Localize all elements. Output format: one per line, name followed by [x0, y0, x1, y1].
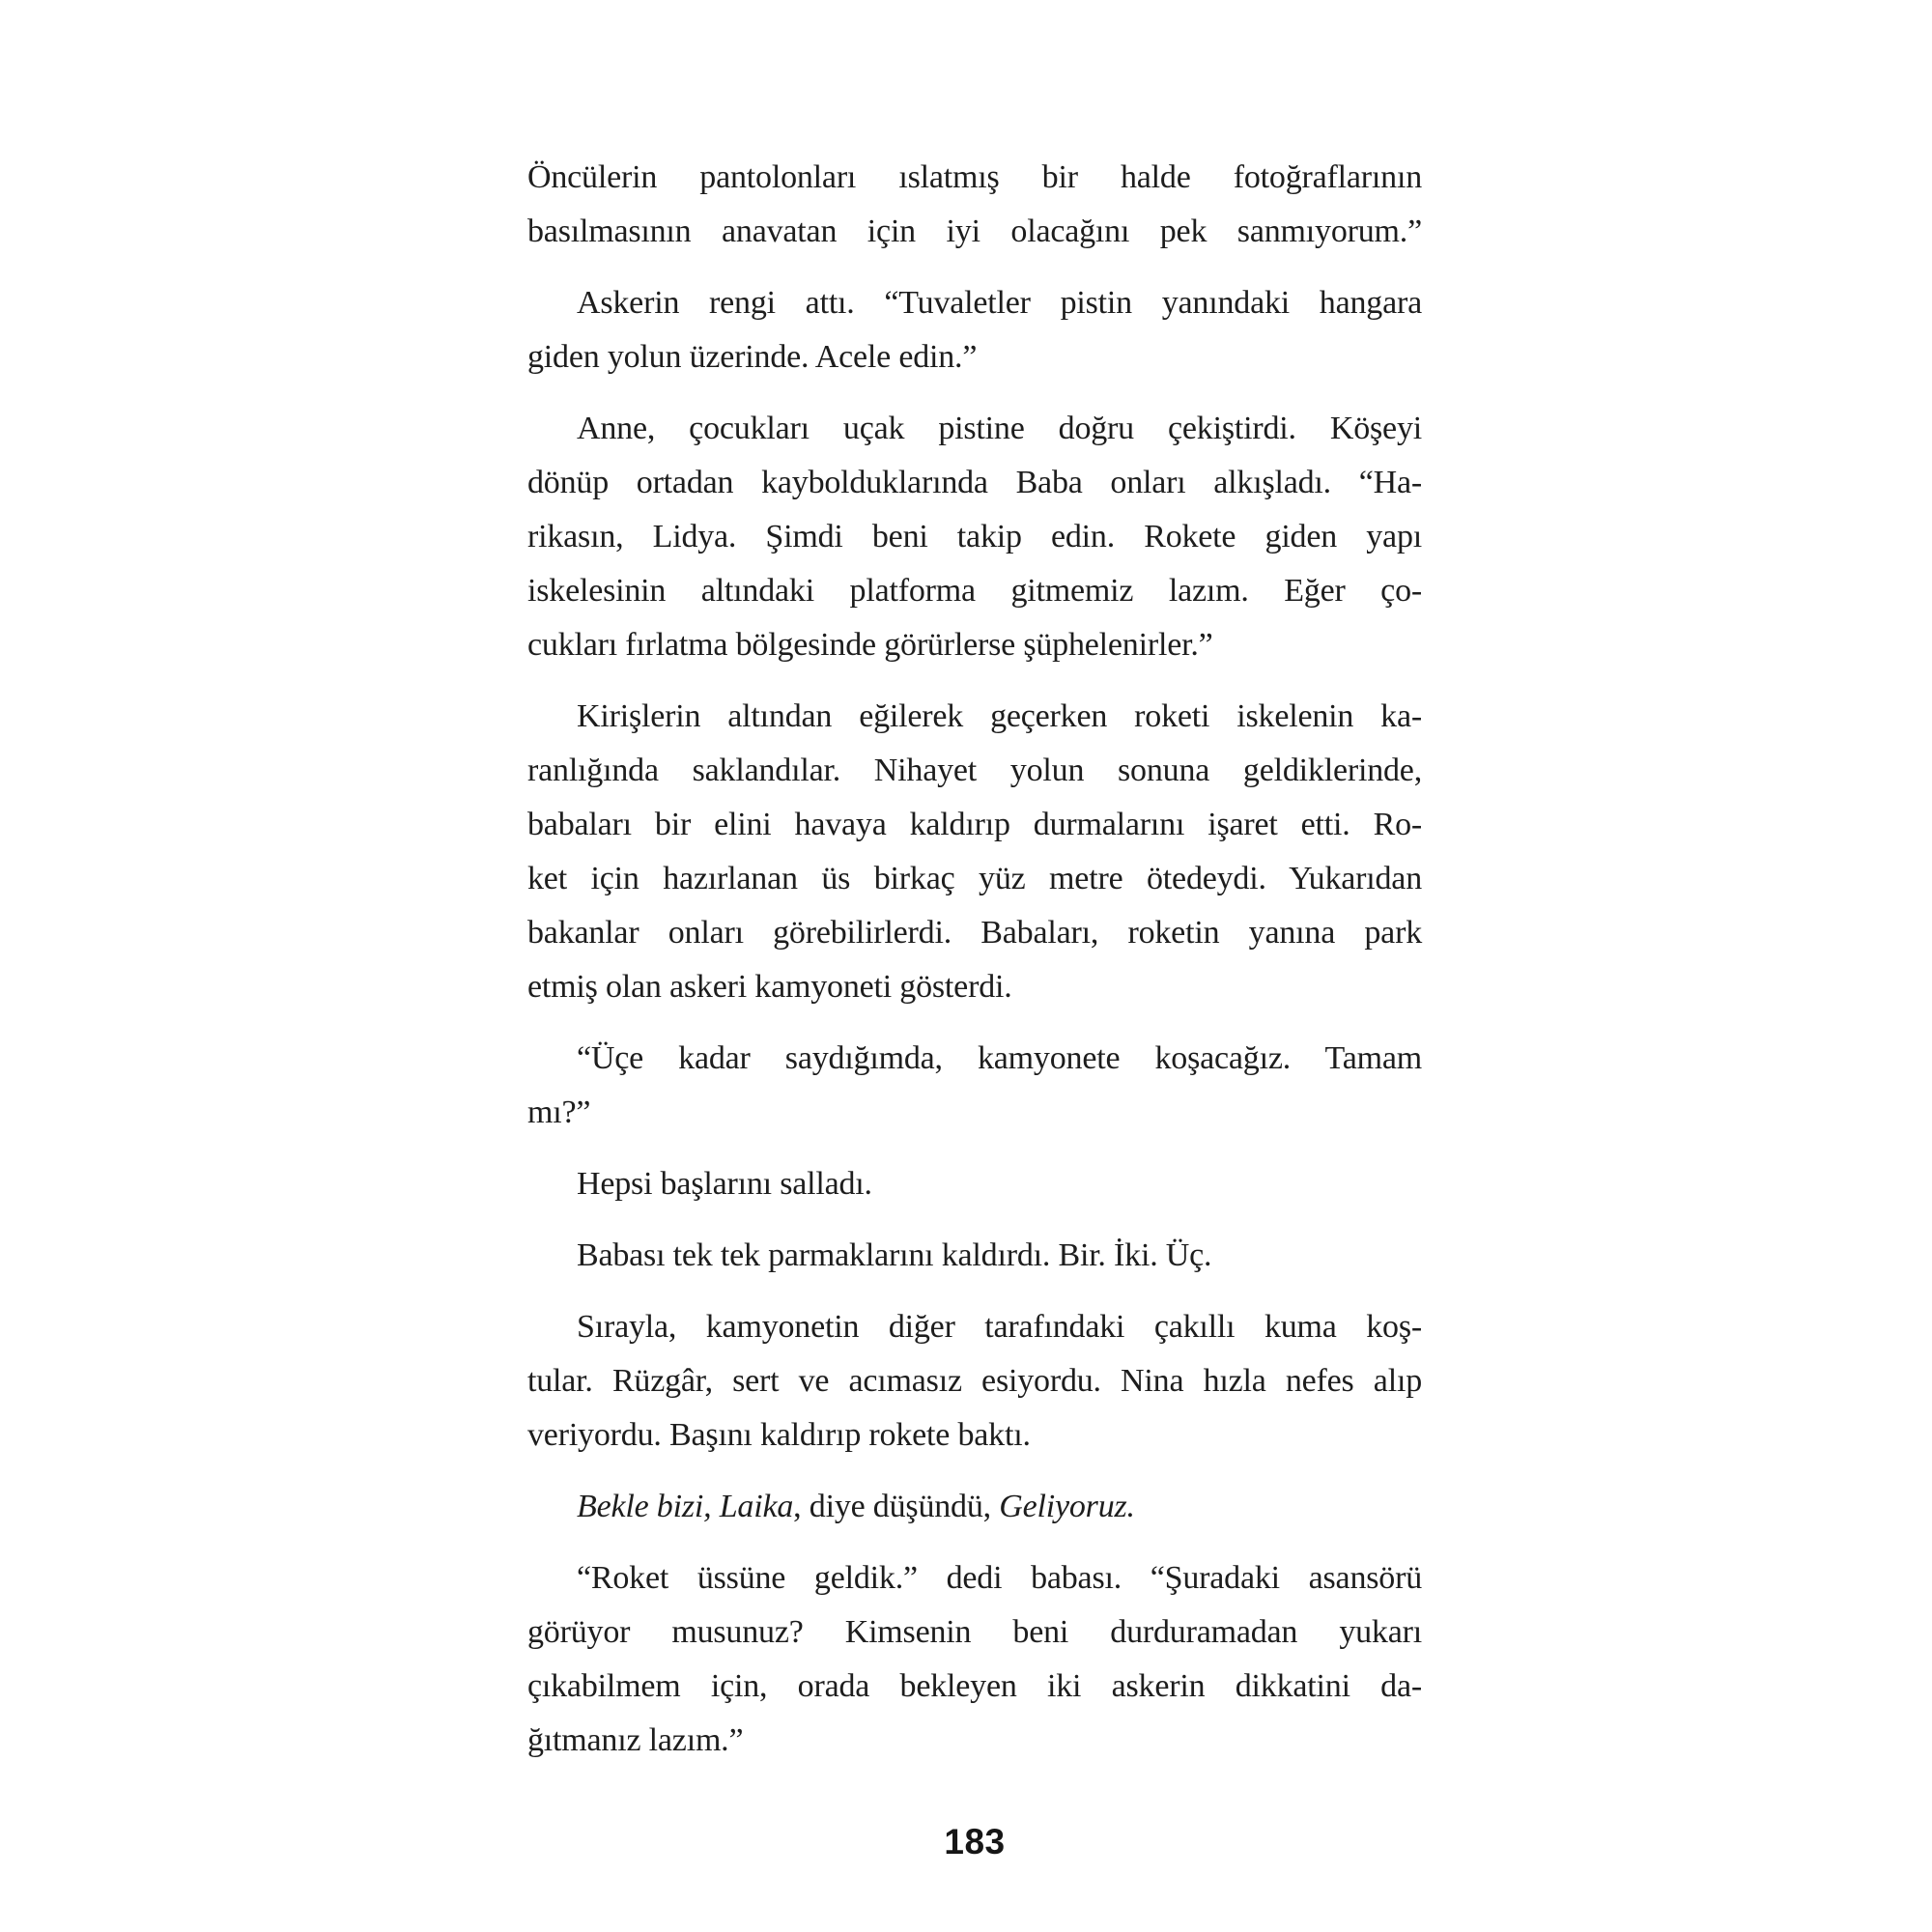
text-run: Askerin rengi attı. “Tuvaletler pistin yanındaki hangara — [577, 285, 1422, 321]
text-run: etmiş olan askeri kamyoneti gösterdi. — [527, 969, 1012, 1005]
text-run: Anne, çocukları uçak pistine doğru çekiştirdi. Köşeyi — [577, 411, 1422, 446]
text-line — [527, 1229, 1422, 1283]
text-line — [527, 744, 1422, 798]
text-line — [527, 1354, 1422, 1408]
text-line — [527, 151, 1422, 205]
paragraph — [527, 276, 1422, 384]
text-line — [527, 1605, 1422, 1660]
italic-text-run: Geliyoruz. — [999, 1489, 1135, 1524]
text-run: Öncülerin pantolonları ıslatmış bir halde fotoğraflarının — [527, 159, 1422, 195]
text-run: ranlığında saklandılar. Nihayet yolun sonuna geldiklerinde, — [527, 753, 1422, 788]
text-run: rikasın, Lidya. Şimdi beni takip edin. Rokete giden yapı — [527, 519, 1422, 554]
paragraph — [527, 1300, 1422, 1463]
text-line — [527, 690, 1422, 744]
text-run: “Üçe kadar saydığımda, kamyonete koşacağız. Tamam — [577, 1040, 1422, 1076]
text-run: , diye düşündü, — [793, 1489, 1000, 1524]
paragraph — [527, 1229, 1422, 1283]
text-line — [527, 1032, 1422, 1086]
page-number: 183 — [944, 1822, 1006, 1861]
text-run: tular. Rüzgâr, sert ve acımasız esiyordu. Nina hızla nefes alıp — [527, 1363, 1422, 1399]
text-line — [527, 510, 1422, 564]
paragraph — [527, 151, 1422, 259]
text-line — [527, 618, 1422, 672]
text-line — [527, 1408, 1422, 1463]
page-text-block — [527, 151, 1422, 1768]
text-run: babaları bir elini havaya kaldırıp durmalarını işaret etti. Ro- — [527, 807, 1422, 842]
text-run: Babası tek tek parmaklarını kaldırdı. Bir. İki. Üç. — [577, 1237, 1212, 1273]
text-run: basılmasının anavatan için iyi olacağını pek sanmıyorum.” — [527, 213, 1422, 249]
paragraph — [527, 1480, 1422, 1534]
text-line — [527, 1480, 1422, 1534]
text-line — [527, 1660, 1422, 1714]
paragraph — [527, 1032, 1422, 1140]
text-line — [527, 205, 1422, 259]
text-run: giden yolun üzerinde. Acele edin.” — [527, 339, 978, 375]
text-line — [527, 330, 1422, 384]
text-run: çıkabilmem için, orada bekleyen iki askerin dikkatini da- — [527, 1668, 1422, 1704]
text-run: mı?” — [527, 1094, 591, 1130]
italic-text-run: Bekle bizi, Laika — [577, 1489, 794, 1524]
text-line — [527, 1714, 1422, 1768]
text-run: “Roket üssüne geldik.” dedi babası. “Şuradaki asansörü — [577, 1560, 1422, 1596]
text-run: görüyor musunuz? Kimsenin beni durduramadan yukarı — [527, 1614, 1422, 1650]
text-line — [527, 564, 1422, 618]
text-run: Sırayla, kamyonetin diğer tarafındaki çakıllı kuma koş- — [577, 1309, 1422, 1345]
text-run: bakanlar onları görebilirlerdi. Babaları, roketin yanına park — [527, 915, 1422, 951]
text-line — [527, 1551, 1422, 1605]
text-run: ket için hazırlanan üs birkaç yüz metre ötedeydi. Yukarıdan — [527, 861, 1422, 896]
text-line — [527, 1300, 1422, 1354]
text-run: Hepsi başlarını salladı. — [577, 1166, 872, 1202]
text-line — [527, 456, 1422, 510]
text-line — [527, 852, 1422, 906]
paragraph — [527, 1551, 1422, 1768]
text-line — [527, 906, 1422, 960]
paragraph — [527, 690, 1422, 1014]
text-line — [527, 960, 1422, 1014]
paragraph — [527, 402, 1422, 672]
text-run: Kirişlerin altından eğilerek geçerken roketi iskelenin ka- — [577, 698, 1422, 734]
text-line — [527, 402, 1422, 456]
text-line — [527, 798, 1422, 852]
paragraph — [527, 1157, 1422, 1211]
text-line — [527, 1086, 1422, 1140]
text-run: veriyordu. Başını kaldırıp rokete baktı. — [527, 1417, 1031, 1453]
text-line — [527, 276, 1422, 330]
text-run: iskelesinin altındaki platforma gitmemiz lazım. Eğer ço- — [527, 573, 1422, 609]
text-run: dönüp ortadan kaybolduklarında Baba onları alkışladı. “Ha- — [527, 465, 1422, 500]
text-run: cukları fırlatma bölgesinde görürlerse şüphelenirler.” — [527, 627, 1213, 663]
text-line — [527, 1157, 1422, 1211]
text-run: ğıtmanız lazım.” — [527, 1722, 744, 1758]
